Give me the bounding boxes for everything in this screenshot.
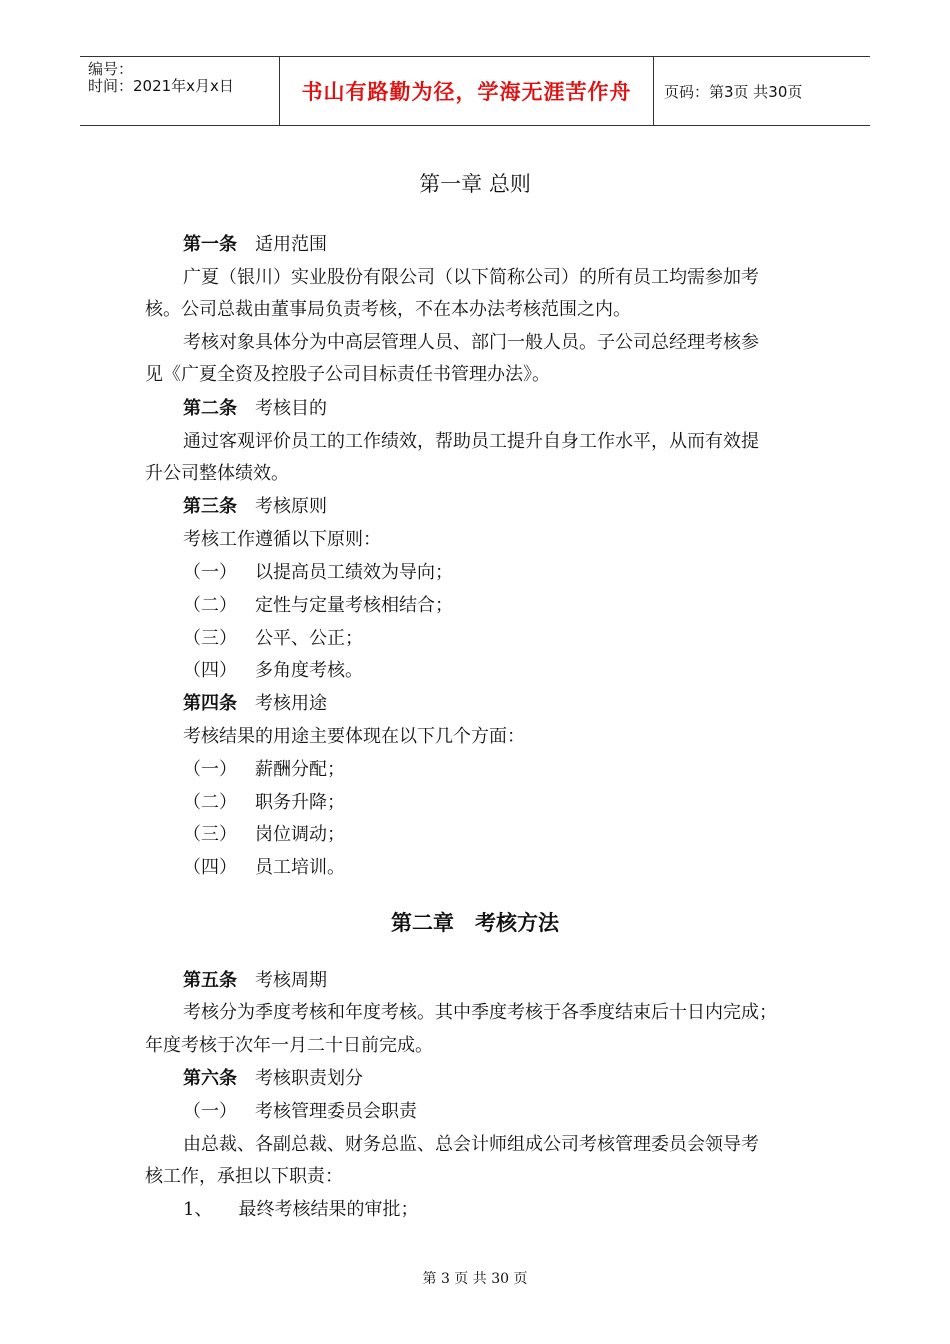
sub-section-title: 考核管理委员会职责 [255,1101,417,1122]
list-item [183,755,345,781]
article-3-number: 第三条 [183,496,237,517]
article-6-number: 第六条 [183,1068,237,1089]
article-6-title: 考核职责划分 [255,1068,363,1089]
list-item-number: 1、 [183,1199,213,1220]
chapter-1-title: 第一章 总则 [419,172,531,196]
list-item-number: （三） [183,824,237,845]
article-4-heading [183,689,327,715]
list-item [183,788,345,814]
list-item-number: （一） [183,759,237,780]
list-item-number: （三） [183,628,237,649]
article-4-title: 考核用途 [255,693,327,714]
list-item-number: （二） [183,792,237,813]
paragraph-line: 核工作，承担以下职责： [145,1166,343,1187]
page-footer: 第 3 页 共 30 页 [422,1271,528,1287]
sub-section-number: （一） [183,1101,237,1122]
list-item [183,1195,418,1221]
paragraph-line: 见《广夏全资及控股子公司目标责任书管理办法》。 [145,364,550,385]
paragraph-line: 考核结果的用途主要体现在以下几个方面： [183,726,525,747]
paragraph-line: 考核对象具体分为中高层管理人员、部门一般人员。子公司总经理考核参 [183,332,759,353]
list-item-text: 定性与定量考核相结合； [255,595,453,616]
list-item-text: 员工培训。 [255,857,345,878]
paragraph-line: 升公司整体绩效。 [145,463,289,484]
paragraph-line: 年度考核于次年一月二十日前完成。 [145,1035,433,1056]
list-item-number: （四） [183,857,237,878]
paragraph-line: 由总裁、各副总裁、财务总监、总会计师组成公司考核管理委员会领导考 [183,1134,759,1155]
page-header [80,56,870,126]
paragraph-line: 广夏（银川）实业股份有限公司（以下简称公司）的所有员工均需参加考 [183,267,759,288]
article-3-heading [183,492,327,518]
article-5-title: 考核周期 [255,970,327,991]
list-item-text: 岗位调动； [255,824,345,845]
article-2-heading [183,394,327,420]
list-item-text: 公平、公正； [255,628,363,649]
article-1-title: 适用范围 [255,234,327,255]
chapter-2-title: 第二章 考核方法 [391,910,559,935]
list-item [183,853,345,879]
list-item-text: 职务升降； [255,792,345,813]
list-item [183,624,363,650]
list-item [183,591,453,617]
article-1-number: 第一条 [183,234,237,255]
list-item [183,820,345,846]
sub-section-heading [183,1097,417,1123]
article-4-number: 第四条 [183,693,237,714]
paragraph-line: 通过客观评价员工的工作绩效，帮助员工提升自身工作水平，从而有效提 [183,431,759,452]
list-item-text: 以提高员工绩效为导向； [255,562,453,583]
header-page-info: 页码：第3页 共30页 [664,82,803,101]
list-item-text: 薪酬分配； [255,759,345,780]
header-meta [80,57,280,125]
list-item-number: （四） [183,660,237,681]
list-item-text: 多角度考核。 [255,660,363,681]
article-2-number: 第二条 [183,398,237,419]
article-2-title: 考核目的 [255,398,327,419]
list-item-number: （二） [183,595,237,616]
list-item [183,558,453,584]
header-motto: 书山有路勤为径，学海无涯苦作舟 [280,57,654,125]
list-item [183,656,363,682]
document-date-label: 时间：2021年x月x日 [88,77,234,95]
article-6-heading [183,1064,363,1090]
paragraph-line: 核。公司总裁由董事局负责考核，不在本办法考核范围之内。 [145,299,631,320]
article-1-heading [183,230,327,256]
document-number-label: 编号： [88,60,134,78]
article-5-heading [183,966,327,992]
paragraph-line: 考核工作遵循以下原则： [183,529,381,550]
paragraph-line: 考核分为季度考核和年度考核。其中季度考核于各季度结束后十日内完成； [183,1002,777,1023]
article-3-title: 考核原则 [255,496,327,517]
list-item-number: （一） [183,562,237,583]
article-5-number: 第五条 [183,970,237,991]
list-item-text: 最终考核结果的审批； [238,1199,419,1220]
